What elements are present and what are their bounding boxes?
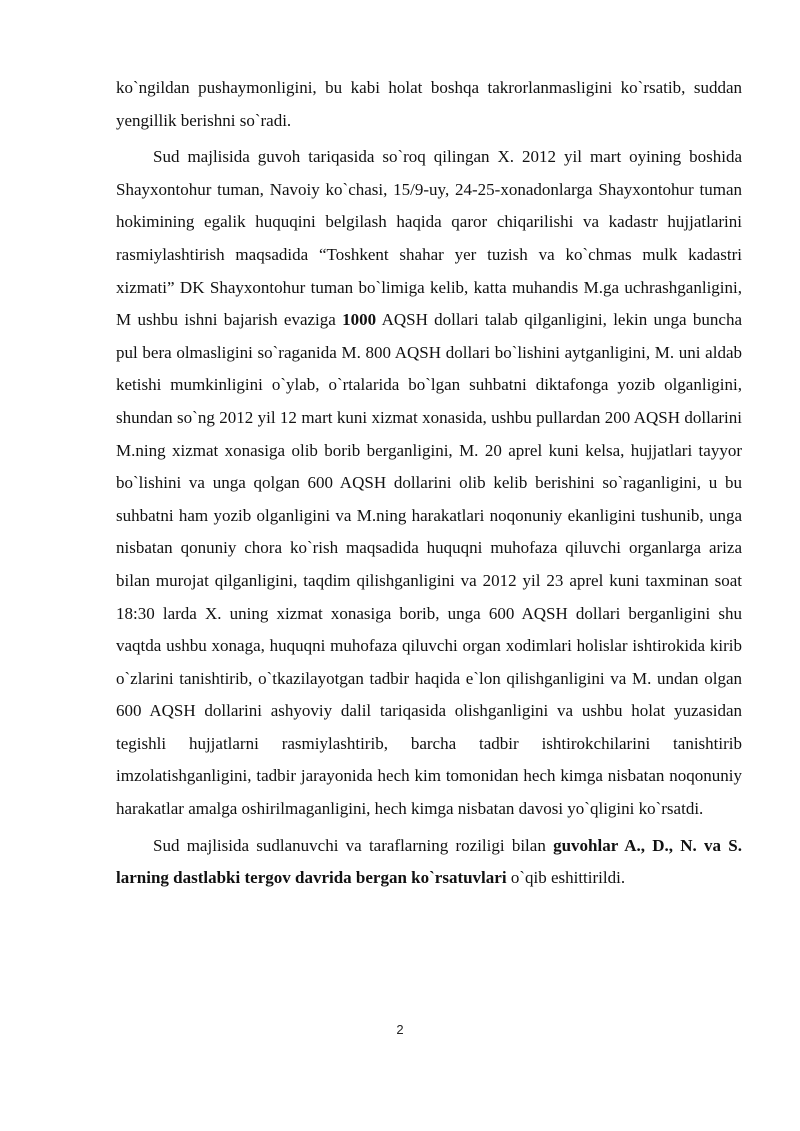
document-page — [116, 72, 742, 895]
paragraph-3-bold-text: guvohlar A., D., N. va S. larning dastlabki tergov davrida bergan ko`rsatuvlari — [116, 835, 742, 888]
paragraph-3-text-start: Sud majlisida sudlanuvchi va taraflarning roziligi bilan — [153, 835, 554, 855]
paragraph-witness-x-testimony — [116, 141, 742, 825]
paragraph-2-text-start: Sud majlisida guvoh tariqasida so`roq qilingan X. 2012 yil mart oyining boshida Shayxontohur tuman, Navoiy ko`chasi, 15/9-uy, 24-25-xonadonlarga Shayxontohur tuman hokimining egalik huquqini belgilash haqida qaror chiqarilishi va kadastr hujjatlarini rasmiylashtirish maqsadida “Toshkent shahar yer tuzish va ko`chmas mulk kadastri xizmati” DK Shayxontohur tuman bo`limiga kelib, katta muhandis M.ga uchrashganligini, M ushbu ishni bajarish evaziga — [116, 147, 742, 330]
paragraph-witness-statements-read — [116, 830, 742, 895]
paragraph-continuation — [116, 72, 742, 137]
paragraph-2-bold-amount: 1000 — [342, 310, 377, 330]
paragraph-1-text: ko`ngildan pushaymonligini, bu kabi holat boshqa takrorlanmasligini ko`rsatib, suddan yengillik berishni so`radi. — [116, 78, 742, 130]
paragraph-3-text-end: o`qib eshittirildi. — [506, 868, 626, 888]
paragraph-2-text-end: AQSH dollari talab qilganligini, lekin unga buncha pul bera olmasligini so`raganida M. 800 AQSH dollari bo`lishini aytganligini, M. uni aldab ketishi mumkinligini o`ylab, o`rtalarida bo`lgan suhbatni diktafonga yozib olganligini, shundan so`ng 2012 yil 12 mart kuni xizmat xonasida, ushbu pullardan 200 AQSH dollarini M.ning xizmat xonasiga olib borib berganligini, M. 20 aprel kuni kelsa, hujjatlari tayyor bo`lishini va unga qolgan 600 AQSH dollarini olib kelib berishini so`raganligini, u bu suhbatni ham yozib olganligini va M.ning harakatlari noqonuniy ekanligini tushunib, unga nisbatan qonuniy chora ko`rish maqsadida huquqni muhofaza qiluvchi organlarga ariza bilan murojat qilganligini, taqdim qilishganligini va 2012 yil 23 aprel kuni taxminan soat 18:30 larda X. uning xizmat xonasiga borib, unga 600 AQSH dollari berganligini shu vaqtda ushbu xonaga, huquqni muhofaza qiluvchi organ xodimlari holislar ishtirokida kirib o`zlarini tanishtirib, o`tkazilayotgan tadbir haqida e`lon qilishganligini va M. undan olgan 600 AQSH dollarini ashyoviy dalil tariqasida olishganligini va ushbu holat yuzasidan tegishli hujjatlarni rasmiylashtirib, barcha tadbir ishtirokchilarini tanishtirib imzolatishganligini, tadbir jarayonida hech kim tomonidan hech kimga nisbatan noqonuniy harakatlar amalga oshirilmaganligini, hech kimga nisbatan davosi yo`qligini ko`rsatdi. — [116, 310, 743, 819]
page-number: 2 — [396, 1022, 404, 1037]
